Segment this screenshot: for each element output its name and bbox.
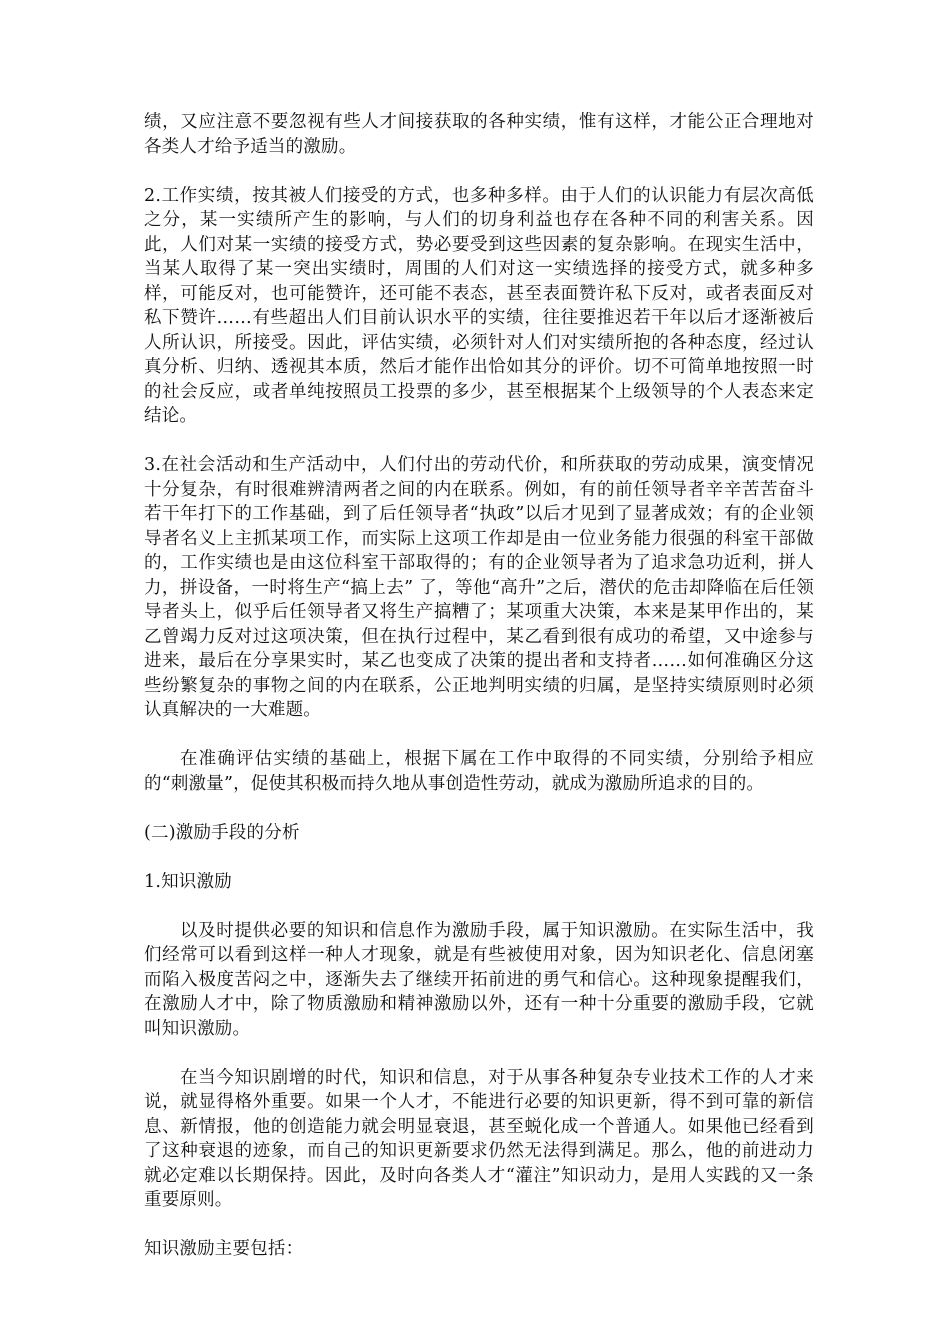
paragraph-gap xyxy=(144,429,814,454)
paragraph-knowledge-era: 在当今知识剧增的时代，知识和信息，对于从事各种复杂专业技术工作的人才来说，就显得格外重要。如果一个人才，不能进行必要的知识更新，得不到可靠的新信息、新情报，他的创造能力就会明显衰退，甚至蜕化成一个普通人。如果他已经看到了这种衰退的迹象，而自己的知识更新要求仍然无法得到满足。那么，他的前进动力就必定难以长期保持。因此，及时向各类人才“灌注”知识动力，是用人实践的又一条重要原则。 xyxy=(144,1067,814,1210)
paragraph-gap xyxy=(144,1041,814,1066)
paragraph-point-3: 3.在社会活动和生产活动中，人们付出的劳动代价，和所获取的劳动成果，演变情况十分复杂，有时很难辨清两者之间的内在联系。例如，有的前任领导者辛辛苦苦奋斗若干年打下的工作基础，到了后任领导者“执政”以后才见到了显著成效；有的企业领导者名义上主抓某项工作，而实际上这项工作却是由一位业务能力很强的科室干部做的，工作实绩也是由这位科室干部取得的；有的企业领导者为了追求急功近利，拼人力，拼设备，一时将生产“搞上去” 了，等他“高升”之后，潜伏的危击却降临在后任领导者头上，似乎后任领导者又将生产搞糟了；某项重大决策，本来是某甲作出的，某乙曾竭力反对过这项决策，但在执行过程中，某乙看到很有成功的希望，又中途参与进来，最后在分享果实时，某乙也变成了决策的提出者和支持者……如何准确区分这些纷繁复杂的事物之间的内在联系，公正地判明实绩的归属，是坚持实绩原则时必须认真解决的一大难题。 xyxy=(144,455,814,720)
paragraph-gap xyxy=(144,723,814,748)
document-page xyxy=(144,110,814,1262)
paragraph-continuation: 绩，又应注意不要忽视有些人才间接获取的各种实绩，惟有这样，才能公正合理地对各类人才给予适当的激励。 xyxy=(144,112,814,157)
paragraph-gap xyxy=(144,796,814,821)
paragraph-point-2: 2.工作实绩，按其被人们接受的方式，也多种多样。由于人们的认识能力有层次高低之分，某一实绩所产生的影响，与人们的切身利益也存在各种不同的利害关系。因此，人们对某一实绩的接受方式，势必要受到这些因素的复杂影响。在现实生活中，当某人取得了某一突出实绩时，周围的人们对这一实绩选择的接受方式，就多种多样，可能反对，也可能赞许，还可能不表态，甚至表面赞许私下反对，或者表面反对私下赞许……有些超出人们目前认识水平的实绩，往往要推迟若干年以后才逐渐被后人所认识，所接受。因此，评估实绩，必须针对人们对实绩所抱的各种态度，经过认真分析、归纳、透视其本质，然后才能作出恰如其分的评价。切不可简单地按照一时的社会反应，或者单纯按照员工投票的多少，甚至根据某个上级领导的个人表态来定结论。 xyxy=(144,185,814,426)
paragraph-gap xyxy=(144,894,814,919)
section-heading: (二)激励手段的分析 xyxy=(144,822,300,843)
paragraph-incentive-goal: 在准确评估实绩的基础上，根据下属在工作中取得的不同实绩，分别给予相应的“刺激量”，促使其积极而持久地从事创造性劳动，就成为激励所追求的目的。 xyxy=(144,749,814,794)
paragraph-gap xyxy=(144,845,814,870)
paragraph-gap xyxy=(144,1213,814,1238)
subsection-heading: 1.知识激励 xyxy=(144,871,232,892)
paragraph-gap xyxy=(144,159,814,184)
paragraph-knowledge-includes: 知识激励主要包括： xyxy=(144,1239,304,1259)
paragraph-knowledge-incentive: 以及时提供必要的知识和信息作为激励手段，属于知识激励。在实际生活中，我们经常可以看到这样一种人才现象，就是有些被使用对象，因为知识老化、信息闭塞而陷入极度苦闷之中，逐渐失去了继续开拓前进的勇气和信心。这种现象提醒我们，在激励人才中，除了物质激励和精神激励以外，还有一种十分重要的激励手段，它就叫知识激励。 xyxy=(144,920,814,1039)
